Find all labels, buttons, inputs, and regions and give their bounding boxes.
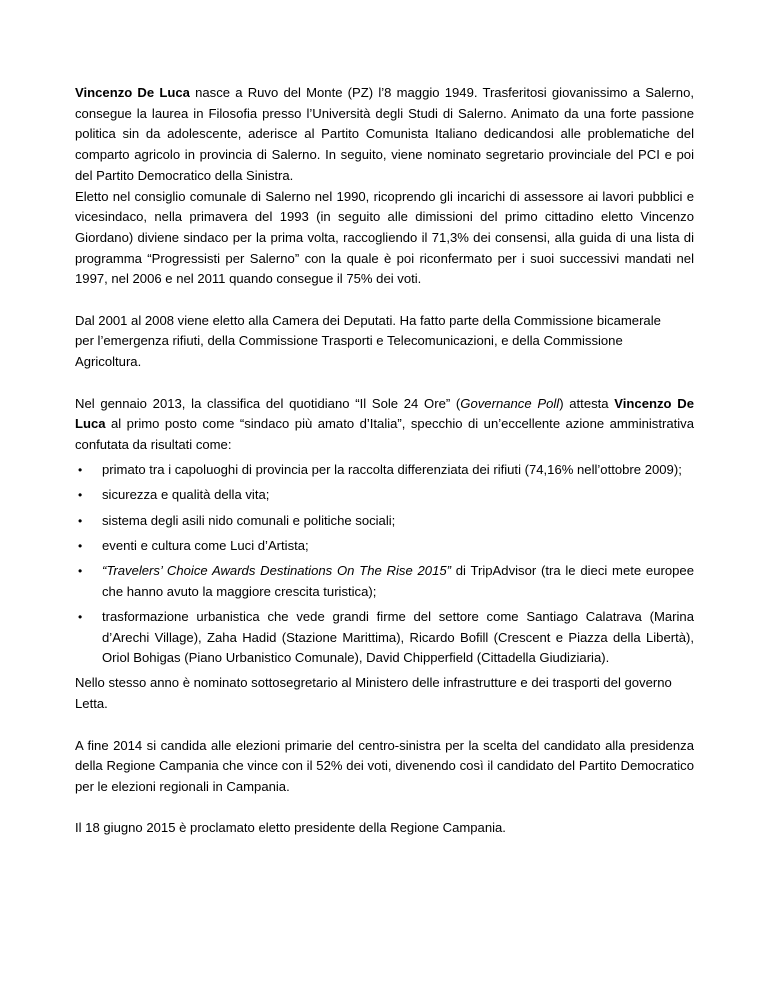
list-item bbox=[75, 607, 694, 669]
list-item bbox=[75, 561, 694, 602]
list-item-text: primato tra i capoluoghi di provincia per la raccolta differenziata dei rifiuti (74,16% nell’ottobre 2009); bbox=[102, 462, 682, 478]
ranking-poll-name: Governance Poll bbox=[460, 395, 560, 411]
list-item-text: sicurezza e qualità della vita; bbox=[102, 487, 270, 503]
ranking-text-2: ) attesta bbox=[559, 395, 615, 411]
bullet-icon: • bbox=[78, 538, 83, 553]
list-item-text: eventi e cultura come Luci d’Artista; bbox=[102, 537, 309, 553]
bio-paragraph-birth bbox=[75, 83, 694, 187]
bio-paragraph-ranking bbox=[75, 394, 694, 456]
bio-paragraph-primaries: A fine 2014 si candida alle elezioni primarie del centro-sinistra per la scelta del candidato alla presidenza della Regione Campania che vince con il 52% dei voti, divenendo così il candidato del Partito Democratico per le elezioni regionali in Campania. bbox=[75, 737, 694, 794]
bullet-icon: • bbox=[78, 609, 83, 624]
list-item bbox=[75, 511, 694, 532]
list-item bbox=[75, 460, 694, 481]
person-name: Vincenzo De Luca bbox=[75, 85, 190, 100]
bullet-icon: • bbox=[78, 463, 83, 478]
bio-birth-text: nasce a Ruvo del Monte (PZ) l’8 maggio 1949. Trasferitosi giovanissimo a Salerno, consegue la laurea in Filosofia presso l’Università degli Studi di Salerno. Animato da una forte passione politica sin da adolescente, aderisce al Partito Comunista Italiano dedicandosi alle problematiche del comparto agricolo in provincia di Salerno. In seguito, viene nominato segretario provinciale del PCI e poi del Partito Democratico della Sinistra. bbox=[75, 85, 694, 183]
list-item bbox=[75, 536, 694, 557]
bullet-icon: • bbox=[78, 488, 83, 503]
ranking-text-3: al primo posto come “sindaco più amato d’Italia”, specchio di un’eccellente azione amministrativa confutata da risultati come: bbox=[75, 416, 694, 452]
results-list bbox=[75, 460, 694, 669]
bio-paragraph-mayor: Eletto nel consiglio comunale di Salerno nel 1990, ricoprendo gli incarichi di assessore ai lavori pubblici e vicesindaco, nella primavera del 1993 (in seguito alle dimissioni del primo cittadino eletto Vincenzo Giordano) diviene sindaco per la prima volta, raccogliendo il 71,3% dei consensi, alla guida di una lista di programma “Progressisti per Salerno” con la quale è poi riconfermato per i suoi successivi mandati nel 1997, nel 2006 e nel 2011 quando consegue il 75% dei voti. bbox=[75, 188, 694, 287]
bullet-icon: • bbox=[78, 513, 83, 528]
ranking-text-1: Nel gennaio 2013, la classifica del quotidiano “Il Sole 24 Ore” ( bbox=[75, 395, 461, 411]
list-item-text: trasformazione urbanistica che vede grandi firme del settore come Santiago Calatrava (Marina d’Arechi Village), Zaha Hadid (Stazione Marittima), Ricardo Bofill (Crescent e Piazza della Libertà), Oriol Bohigas (Piano Urbanistico Comunale), David Chipperfield (Cittadella Giudiziaria). bbox=[102, 608, 694, 666]
deputy-line-2: per l’emergenza rifiuti, della Commissione Trasporti e Telecomunicazioni, e della Commissione bbox=[75, 333, 623, 349]
award-name: “Travelers’ Choice Awards Destinations On The Rise 2015” bbox=[102, 562, 451, 578]
bio-paragraph-president: Il 18 giugno 2015 è proclamato eletto presidente della Regione Campania. bbox=[75, 820, 506, 836]
bullet-icon: • bbox=[78, 563, 83, 578]
list-item bbox=[75, 485, 694, 506]
list-item-text: sistema degli asili nido comunali e politiche sociali; bbox=[102, 512, 396, 528]
person-name-ranking: Vincenzo De Luca bbox=[75, 395, 694, 432]
deputy-line-1: Dal 2001 al 2008 viene eletto alla Camera dei Deputati. Ha fatto parte della Commissione bicamerale bbox=[75, 312, 661, 328]
list-item-text: di TripAdvisor (tra le dieci mete europee che hanno avuto la maggiore crescita turistica); bbox=[102, 562, 694, 599]
bio-paragraph-deputy bbox=[75, 311, 694, 373]
bio-paragraph-undersecretary: Nello stesso anno è nominato sottosegretario al Ministero delle infrastrutture e dei trasporti del governo Letta. bbox=[75, 675, 672, 712]
deputy-line-3: Agricoltura. bbox=[75, 354, 142, 370]
